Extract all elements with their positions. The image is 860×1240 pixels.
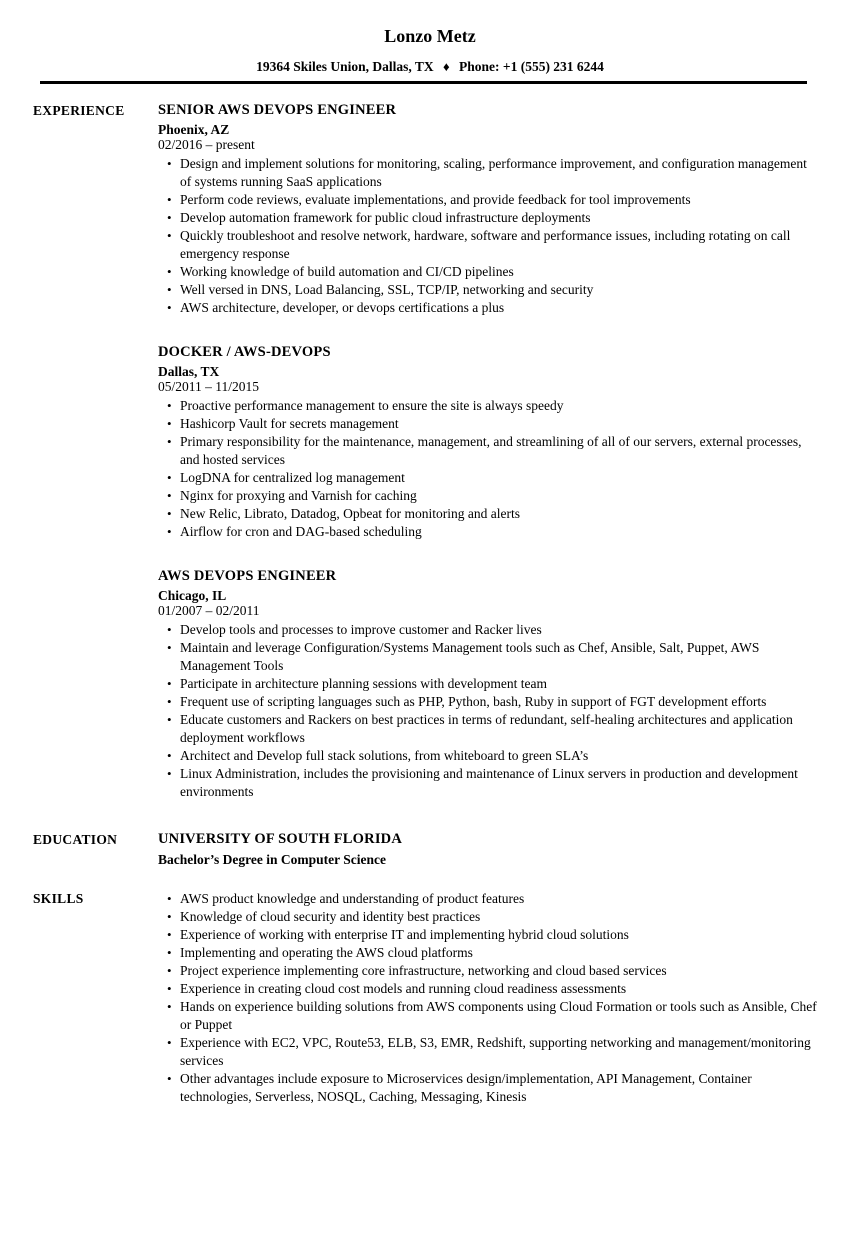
bullet-item: • Participate in architecture planning sessions with development team bbox=[158, 675, 818, 693]
bullet-item: • New Relic, Librato, Datadog, Opbeat for monitoring and alerts bbox=[158, 505, 818, 523]
bullet-item: • Develop tools and processes to improve customer and Racker lives bbox=[158, 621, 818, 639]
section-skills bbox=[33, 890, 818, 1106]
job-dates: 02/2016 – present bbox=[158, 137, 255, 152]
job-title: DOCKER / AWS-DEVOPS bbox=[158, 344, 331, 360]
bullet-item: • Primary responsibility for the maintenance, management, and streamlining of all of our servers, external processes, and hosted services bbox=[158, 433, 818, 469]
bullet-item: • Hands on experience building solutions from AWS components using Cloud Formation or tools such as Ansible, Chef or Puppet bbox=[158, 998, 818, 1034]
resume-body bbox=[33, 102, 818, 1106]
phone-text: Phone: +1 (555) 231 6244 bbox=[459, 59, 604, 74]
bullet-item: • Linux Administration, includes the provisioning and maintenance of Linux servers in production and development environments bbox=[158, 765, 818, 801]
bullet-item: • Proactive performance management to ensure the site is always speedy bbox=[158, 397, 818, 415]
contact-line bbox=[0, 59, 860, 75]
bullet-item: • Airflow for cron and DAG-based scheduling bbox=[158, 523, 818, 541]
job-bullet-list bbox=[158, 397, 818, 541]
job-dates: 01/2007 – 02/2011 bbox=[158, 603, 260, 618]
section-education bbox=[33, 831, 818, 868]
bullet-item: • Architect and Develop full stack solutions, from whiteboard to green SLA’s bbox=[158, 747, 818, 765]
job-title: SENIOR AWS DEVOPS ENGINEER bbox=[158, 102, 397, 118]
bullet-item: • Experience of working with enterprise IT and implementing hybrid cloud solutions bbox=[158, 926, 818, 944]
header-rule bbox=[40, 81, 807, 84]
job-entry-senior-aws-devops bbox=[158, 102, 818, 317]
job-dates: 05/2011 – 11/2015 bbox=[158, 379, 259, 394]
bullet-item: • Experience with EC2, VPC, Route53, ELB, S3, EMR, Redshift, supporting networking and management/monitoring services bbox=[158, 1034, 818, 1070]
bullet-item: • Nginx for proxying and Varnish for caching bbox=[158, 487, 818, 505]
education-content bbox=[158, 831, 818, 868]
section-experience bbox=[33, 102, 818, 801]
job-entry-aws-devops-engineer bbox=[158, 568, 818, 801]
experience-content bbox=[158, 102, 818, 801]
job-location: Dallas, TX bbox=[158, 364, 220, 379]
bullet-item: • LogDNA for centralized log management bbox=[158, 469, 818, 487]
skills-bullet-list bbox=[158, 890, 818, 1106]
bullet-item: • Working knowledge of build automation and CI/CD pipelines bbox=[158, 263, 818, 281]
bullet-item: • Well versed in DNS, Load Balancing, SSL, TCP/IP, networking and security bbox=[158, 281, 818, 299]
school-name: UNIVERSITY OF SOUTH FLORIDA bbox=[158, 831, 403, 847]
bullet-item: • Develop automation framework for public cloud infrastructure deployments bbox=[158, 209, 818, 227]
bullet-item: • Other advantages include exposure to Microservices design/implementation, API Management, Container technologies, Serverless, NOSQL, Caching, Messaging, Kinesis bbox=[158, 1070, 818, 1106]
job-bullet-list bbox=[158, 621, 818, 801]
bullet-item: • Design and implement solutions for monitoring, scaling, performance improvement, and configuration management of systems running SaaS applications bbox=[158, 155, 818, 191]
bullet-item: • AWS architecture, developer, or devops certifications a plus bbox=[158, 299, 818, 317]
bullet-item: • Knowledge of cloud security and identity best practices bbox=[158, 908, 818, 926]
job-location: Chicago, IL bbox=[158, 588, 227, 603]
bullet-item: • Quickly troubleshoot and resolve network, hardware, software and performance issues, including rotating on call emergency response bbox=[158, 227, 818, 263]
section-label-skills: SKILLS bbox=[33, 891, 84, 906]
diamond-icon: ♦ bbox=[442, 59, 450, 74]
job-entry-docker-aws-devops bbox=[158, 344, 818, 541]
address-text: 19364 Skiles Union, Dallas, TX bbox=[256, 59, 434, 74]
degree-name: Bachelor’s Degree in Computer Science bbox=[158, 852, 386, 867]
bullet-item: • Hashicorp Vault for secrets management bbox=[158, 415, 818, 433]
bullet-item: • Experience in creating cloud cost models and running cloud readiness assessments bbox=[158, 980, 818, 998]
section-label-education: EDUCATION bbox=[33, 832, 118, 847]
candidate-name: Lonzo Metz bbox=[384, 26, 476, 46]
bullet-item: • Perform code reviews, evaluate implementations, and provide feedback for tool improvements bbox=[158, 191, 818, 209]
job-location: Phoenix, AZ bbox=[158, 122, 230, 137]
bullet-item: • Frequent use of scripting languages such as PHP, Python, bash, Ruby in support of FGT development efforts bbox=[158, 693, 818, 711]
bullet-item: • AWS product knowledge and understanding of product features bbox=[158, 890, 818, 908]
job-title: AWS DEVOPS ENGINEER bbox=[158, 568, 337, 584]
bullet-item: • Educate customers and Rackers on best practices in terms of redundant, self-healing architectures and application deployment workflows bbox=[158, 711, 818, 747]
job-bullet-list bbox=[158, 155, 818, 317]
bullet-item: • Maintain and leverage Configuration/Systems Management tools such as Chef, Ansible, Salt, Puppet, AWS Management Tools bbox=[158, 639, 818, 675]
bullet-item: • Project experience implementing core infrastructure, networking and cloud based services bbox=[158, 962, 818, 980]
section-label-experience: EXPERIENCE bbox=[33, 103, 125, 118]
skills-content bbox=[158, 890, 818, 1106]
bullet-item: • Implementing and operating the AWS cloud platforms bbox=[158, 944, 818, 962]
